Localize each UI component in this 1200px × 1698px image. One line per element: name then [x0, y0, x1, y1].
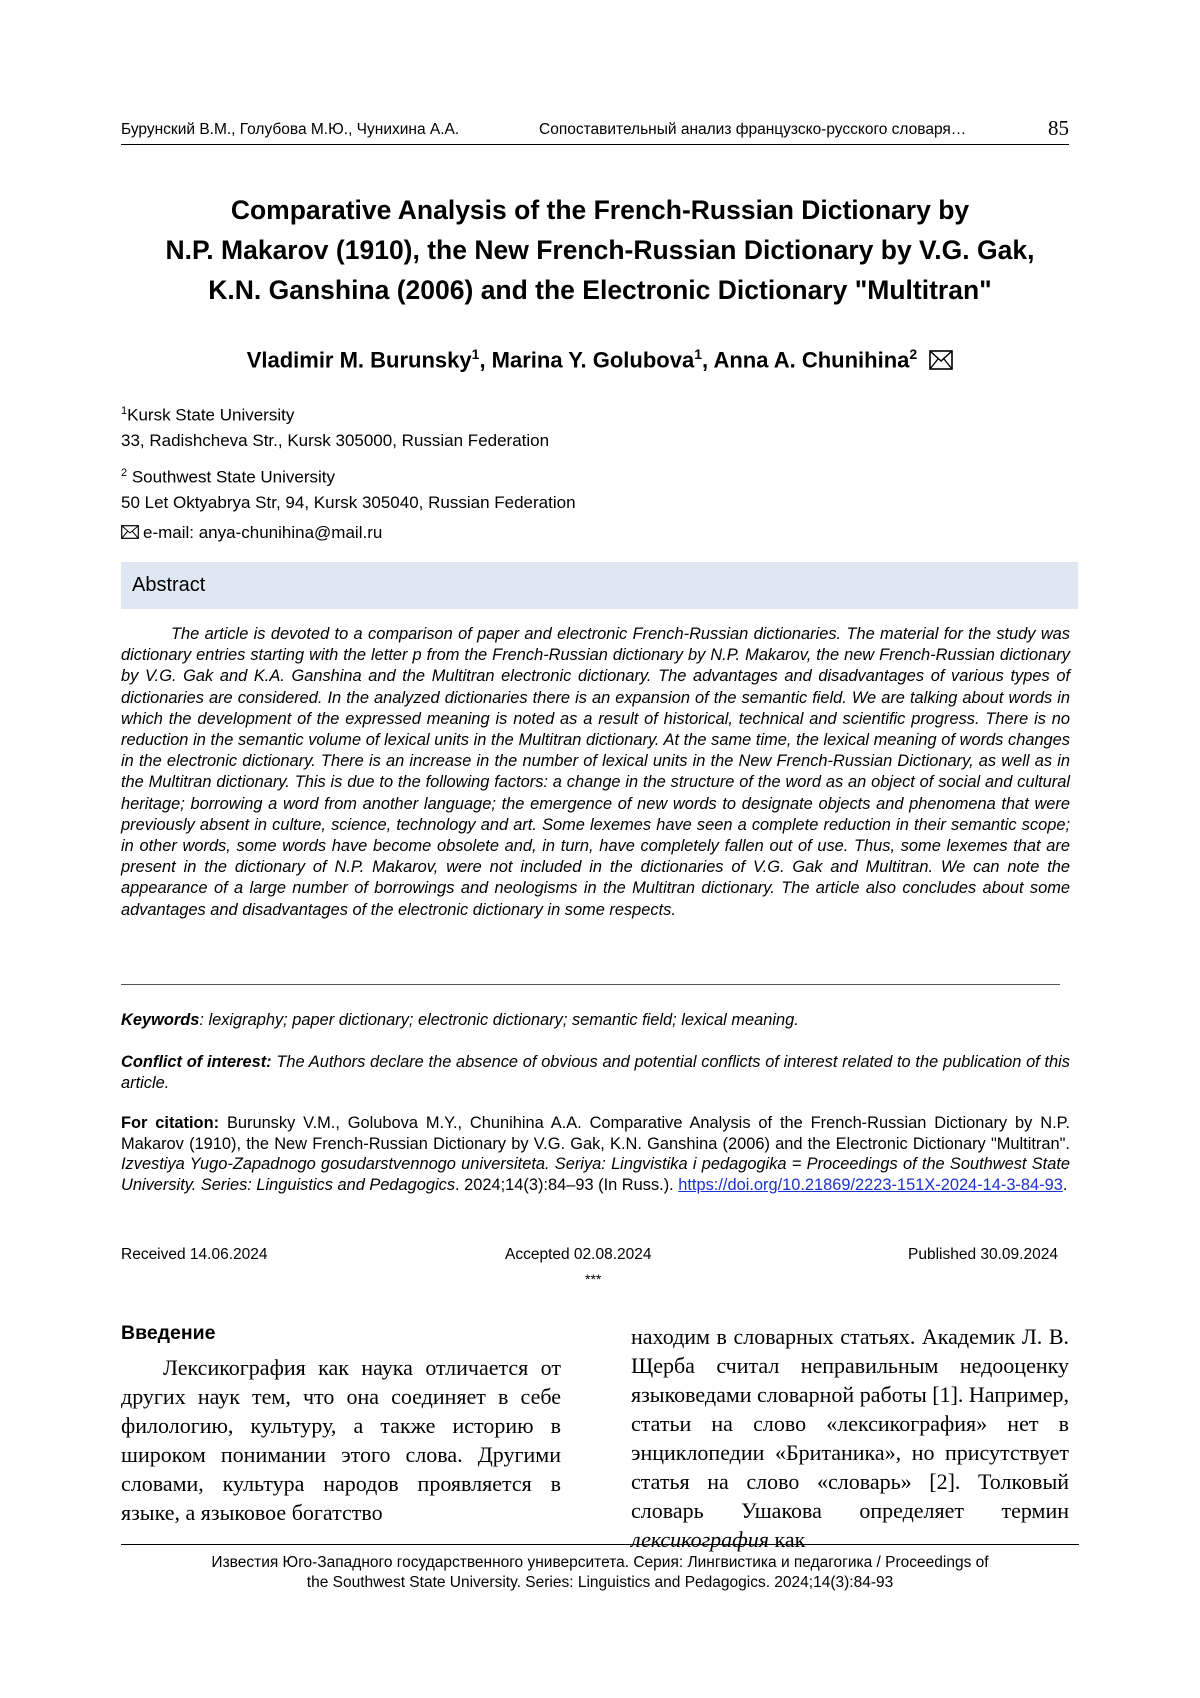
- footer-line: Известия Юго-Западного государственного университета. Серия: Лингвистика и педагогика / Proceedings of: [211, 1554, 989, 1571]
- section-heading: Введение: [121, 1322, 216, 1344]
- author-name: Marina Y. Golubova: [491, 347, 695, 373]
- author-separator: ,: [479, 347, 492, 373]
- citation-end: .: [1062, 1175, 1068, 1194]
- body-paragraph: Лексикография как наука отличается от других наук тем, что она соединяет в себе филологию, культуру, а также историю в широком понимании этого слова. Другими словами, культура народов проявляется в языке, а языковое богатство: [121, 1355, 561, 1525]
- email-text[interactable]: e-mail: anya-chunihina@mail.ru: [143, 523, 383, 542]
- affiliation-2: [121, 461, 576, 515]
- email-envelope-icon: [121, 523, 143, 542]
- conflict-text: The Authors declare the absence of obvious and potential conflicts of interest related to the publication of this article.: [121, 1053, 1070, 1092]
- date-accepted: Accepted 02.08.2024: [505, 1246, 652, 1263]
- author-list: [120, 346, 1080, 376]
- affiliation-name: Southwest State University: [127, 467, 335, 487]
- author-affiliation-mark: 2: [909, 346, 918, 362]
- running-header: [121, 118, 1069, 145]
- date-received: Received 14.06.2024: [121, 1246, 268, 1263]
- author-affiliation-mark: 1: [694, 346, 703, 362]
- conflict-of-interest: [121, 1052, 1070, 1094]
- citation-text: Burunsky V.M., Golubova M.Y., Chunihina A.A. Comparative Analysis of the French-Russian Dictionary by N.P. Makarov (1910), the New French-Russian Dictionary by V.G. Gak, K.N. Ganshina (2006) and the Electronic Dictionary "Multitran".: [121, 1114, 1070, 1153]
- footer-rule: [121, 1544, 1079, 1545]
- divider: [121, 984, 1060, 985]
- header-short-title: Сопоставительный анализ французско-русского словаря…: [539, 121, 967, 138]
- citation-journal: Izvestiya Yugo-Zapadnogo gosudarstvennogo universiteta. Seriya: Lingvistika i pedagogika = Proceedings of the Southwest State University. Series: Linguistics and Pedagogics: [121, 1155, 1070, 1194]
- footer-line: the Southwest State University. Series: Linguistics and Pedagogics. 2024;14(3):84-93: [306, 1574, 894, 1591]
- date-published: Published 30.09.2024: [908, 1246, 1058, 1263]
- title-line: K.N. Ganshina (2006) and the Electronic Dictionary "Multitran": [208, 275, 992, 305]
- author-name: Anna A. Chunihina: [713, 347, 910, 373]
- doi-link[interactable]: https://doi.org/10.21869/2223-151X-2024-14-3-84-93: [678, 1175, 1063, 1194]
- citation-label: For citation:: [121, 1114, 220, 1132]
- author-separator: ,: [702, 347, 714, 373]
- citation: [121, 1113, 1070, 1195]
- keywords-label: Keywords: [121, 1011, 200, 1029]
- header-authors: Бурунский В.М., Голубова М.Ю., Чунихина А.А.: [121, 121, 460, 138]
- body-text-run: находим в словарных статьях. Академик Л. В. Щерба считал неправильным недооценку языковедами словарной работы [1]. Например, статьи на слово «лексикография» нет в энциклопедии «Британика», но присутствует статья на слово «словарь» [2]. Толковый словарь Ушакова определяет термин: [631, 1324, 1070, 1523]
- journal-footer: [121, 1553, 1079, 1593]
- keywords-text: : lexigraphy; paper dictionary; electronic dictionary; semantic field; lexical meaning.: [199, 1011, 799, 1029]
- affiliation-mark: 1: [121, 405, 128, 417]
- affiliation-address: 33, Radishcheva Str., Kursk 305000, Russian Federation: [121, 430, 550, 450]
- abstract-text: The article is devoted to a comparison of paper and electronic French-Russian dictionaries. The material for the study was dictionary entries starting with the letter p from the French-Russian dictionary by N.P. Makarov, the new French-Russian dictionary by V.G. Gak and K.A. Ganshina and the Multitran electronic dictionary. The advantages and disadvantages of various types of dictionaries are considered. In the analyzed dictionaries there is an expansion of the semantic field. We are talking about words in which the development of the expressed meaning is noted as a result of historical, technical and scientific progress. There is no reduction in the semantic volume of lexical units in the Multitran dictionary. At the same time, the lexical meaning of words changes in the electronic dictionary. There is an increase in the number of lexical units in the New French-Russian Dictionary, as well as in the Multitran dictionary. This is due to the following factors: a change in the structure of the word as an object of social and cultural heritage; borrowing a word from another language; the emergence of new words to designate objects and phenomena that were previously absent in culture, science, technology and art. Some lexemes have seen a complete reduction in their semantic scope; in other words, some words have become obsolete and, in turn, have completely fallen out of use. Thus, some lexemes that are present in the dictionary of N.P. Makarov, were not included in the dictionaries of V.G. Gak and Multitran. We can note the appearance of a large number of borrowings and neologisms in the Multitran dictionary. The article also concludes about some advantages and disadvantages of the electronic dictionary in some respects.: [121, 625, 1070, 919]
- abstract-heading-bar: [121, 562, 1078, 609]
- section-separator: ***: [585, 1271, 602, 1287]
- conflict-label: Conflict of interest:: [121, 1053, 272, 1071]
- body-text-run: как: [769, 1527, 806, 1552]
- body-text-italic: лексикография: [631, 1527, 770, 1552]
- title-line: Comparative Analysis of the French-Russian Dictionary by: [230, 195, 970, 225]
- contact-email: [121, 523, 382, 543]
- title-line: N.P. Makarov (1910), the New French-Russian Dictionary by V.G. Gak,: [165, 235, 1035, 265]
- corresponding-author-envelope-icon: [929, 350, 953, 376]
- author-affiliation-mark: 1: [471, 346, 480, 362]
- body-column-left: [121, 1322, 561, 1527]
- citation-details: . 2024;14(3):84–93 (In Russ.).: [455, 1175, 679, 1194]
- author-name: Vladimir M. Burunsky: [246, 347, 472, 373]
- page-number: 85: [1048, 116, 1069, 140]
- affiliation-name: Kursk State University: [127, 405, 295, 425]
- affiliation-address: 50 Let Oktyabrya Str, 94, Kursk 305040, Russian Federation: [121, 492, 576, 512]
- affiliation-mark: 2: [121, 467, 128, 479]
- abstract-heading: Abstract: [132, 574, 206, 596]
- body-column-right: [631, 1322, 1069, 1554]
- body-paragraph: [631, 1322, 1069, 1554]
- keywords: [121, 1011, 1070, 1030]
- article-title: [120, 190, 1080, 310]
- affiliation-1: [121, 399, 549, 453]
